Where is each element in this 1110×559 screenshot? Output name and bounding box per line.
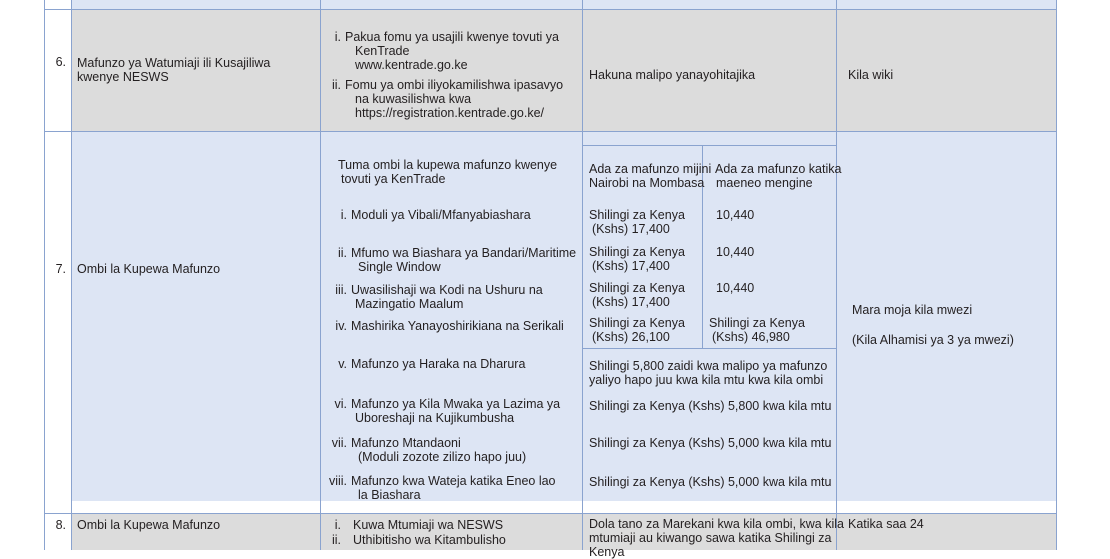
row-6-background (71, 9, 1056, 131)
fee-table-bottom (582, 348, 836, 349)
row-7-item-v-line-1: Mafunzo ya Haraka na Dharura (351, 357, 526, 371)
row-7-item-iii-line-1: Uwasilishaji wa Kodi na Ushuru na (351, 283, 543, 297)
row-6-item-ii-line-2: na kuwasilishwa kwa (355, 92, 472, 106)
row-8-fee-line-3: Kenya (589, 545, 625, 559)
row-7-item-vi-line-1: Mafunzo ya Kila Mwaka ya Lazima ya (351, 397, 561, 411)
row-7-item-ii (321, 246, 576, 260)
row-8-item-i (321, 518, 503, 532)
row-7-item-i (321, 208, 531, 222)
fee-a-iv-line-1: Shilingi za Kenya (589, 316, 685, 330)
fee-v-line-1: Shilingi 5,800 zaidi kwa malipo ya mafunzo (589, 359, 828, 373)
row-7-title: Ombi la Kupewa Mafunzo (77, 262, 221, 276)
row-6-item-i-num: i. (334, 30, 341, 44)
row-7-intro-line-1: Tuma ombi la kupewa mafunzo kwenye (338, 158, 558, 172)
row-6-title-line-2: kwenye NESWS (77, 70, 169, 84)
row-8-item-ii (321, 533, 506, 547)
fee-header-top (582, 145, 836, 146)
row-6-item-ii-line-3: https://registration.kentrade.go.ke/ (355, 106, 544, 120)
row-7-item-ii-line-1: Mfumo wa Biashara ya Bandari/Maritime (351, 246, 577, 260)
row-6-frequency: Kila wiki (848, 68, 894, 82)
row-7-item-iv-line-1: Mashirika Yanayoshirikiana na Serikali (351, 319, 564, 333)
row-7-item-ii-line-2: Single Window (358, 260, 441, 274)
row-6-top-border (44, 9, 1057, 10)
row-7-item-vii-line-2: (Moduli zozote zilizo hapo juu) (358, 450, 527, 464)
row-8-frequency: Katika saa 24 (848, 517, 924, 531)
row-5-tail-background (71, 0, 1056, 9)
fee-a-iv-line-2: (Kshs) 26,100 (592, 330, 670, 344)
fee-a-i-line-1: Shilingi za Kenya (589, 208, 685, 222)
fee-b-i: 10,440 (716, 208, 755, 222)
fee-a-iii-line-2: (Kshs) 17,400 (592, 295, 670, 309)
row-7-frequency-b: (Kila Alhamisi ya 3 ya mwezi) (852, 333, 1014, 347)
row-8-top-border (44, 513, 1057, 514)
row-7-item-iii-num: iii. (335, 283, 347, 297)
row-6-item-ii (321, 78, 563, 92)
fee-a-iii-line-1: Shilingi za Kenya (589, 281, 685, 295)
row-6-item-i-line-1: Pakua fomu ya usajili kwenye tovuti ya (345, 30, 559, 44)
fee-b-iv-line-1: Shilingi za Kenya (709, 316, 805, 330)
row-7-item-viii-num: viii. (328, 474, 347, 488)
row-7-item-vii (321, 436, 461, 450)
column-divider-1 (71, 0, 72, 550)
row-6-item-ii-num: ii. (331, 78, 341, 92)
fee-b-iii: 10,440 (716, 281, 755, 295)
fee-viii: Shilingi za Kenya (Kshs) 5,000 kwa kila mtu (589, 475, 832, 489)
row-8-number: 8. (55, 518, 66, 532)
row-8-item-ii-num: ii. (331, 533, 341, 547)
row-7-item-iv-num: iv. (335, 319, 347, 333)
fee-b-ii: 10,440 (716, 245, 755, 259)
row-8-item-i-num: i. (334, 518, 341, 532)
row-8-item-ii-line-1: Uthibitisho wa Kitambulisho (353, 533, 506, 547)
row-7-item-vi (321, 397, 560, 411)
row-8-fee-line-2: mtumiaji au kiwango sawa katika Shilingi za (589, 531, 832, 545)
row-6-item-i (321, 30, 559, 44)
row-7-item-i-num: i. (340, 208, 347, 222)
row-7-frequency-a: Mara moja kila mwezi (852, 303, 973, 317)
fee-b-iv-line-2: (Kshs) 46,980 (712, 330, 790, 344)
fee-a-ii-line-2: (Kshs) 17,400 (592, 259, 670, 273)
row-7-item-v (321, 357, 525, 371)
fee-header-a-line-1: Ada za mafunzo mijini (589, 162, 712, 176)
row-6-item-i-line-2: KenTrade (355, 44, 410, 58)
row-7-item-vii-line-1: Mafunzo Mtandaoni (351, 436, 461, 450)
row-8-item-i-line-1: Kuwa Mtumiaji wa NESWS (353, 518, 504, 532)
row-7-top-border (44, 131, 1057, 132)
row-6-item-i-line-3: www.kentrade.go.ke (355, 58, 468, 72)
row-7-item-ii-num: ii. (337, 246, 347, 260)
row-7-item-iv (321, 319, 564, 333)
row-7-item-vii-num: vii. (331, 436, 347, 450)
row-7-item-vi-line-2: Uboreshaji na Kujikumbusha (355, 411, 515, 425)
row-6-number: 6. (55, 55, 66, 69)
table-right-border (1056, 0, 1057, 550)
row-8-title: Ombi la Kupewa Mafunzo (77, 518, 221, 532)
row-7-intro-line-2: tovuti ya KenTrade (341, 172, 446, 186)
fee-header-b-line-1: Ada za mafunzo katika (715, 162, 842, 176)
fee-header-a-line-2: Nairobi na Mombasa (589, 176, 705, 190)
row-6-item-ii-line-1: Fomu ya ombi iliyokamilishwa ipasavyo (345, 78, 564, 92)
row-6-title-line-1: Mafunzo ya Watumiaji ili Kusajiliwa (77, 56, 271, 70)
row-7-item-viii-line-2: la Biashara (358, 488, 421, 502)
row-7-item-i-line-1: Moduli ya Vibali/Mfanyabiashara (351, 208, 531, 222)
fee-vii: Shilingi za Kenya (Kshs) 5,000 kwa kila mtu (589, 436, 832, 450)
fee-v-line-2: yaliyo hapo juu kwa kila mtu kwa kila ombi (589, 373, 824, 387)
column-divider-3 (582, 0, 583, 550)
row-7-item-viii (321, 474, 556, 488)
column-divider-4 (836, 0, 837, 550)
row-7-item-vi-num: vi. (334, 397, 347, 411)
fee-header-b-line-2: maeneo mengine (716, 176, 813, 190)
row-7-item-viii-line-1: Mafunzo kwa Wateja katika Eneo lao (351, 474, 556, 488)
fee-a-i-line-2: (Kshs) 17,400 (592, 222, 670, 236)
table-left-border (44, 0, 45, 550)
fee-a-ii-line-1: Shilingi za Kenya (589, 245, 685, 259)
fee-vi: Shilingi za Kenya (Kshs) 5,800 kwa kila mtu (589, 399, 832, 413)
row-7-item-v-num: v. (338, 357, 347, 371)
row-7-number: 7. (55, 262, 66, 276)
row-8-fee-line-1: Dola tano za Marekani kwa kila ombi, kwa kila (589, 517, 844, 531)
row-6-fee: Hakuna malipo yanayohitajika (589, 68, 756, 82)
row-7-item-iii (321, 283, 543, 297)
row-7-item-iii-line-2: Mazingatio Maalum (355, 297, 464, 311)
